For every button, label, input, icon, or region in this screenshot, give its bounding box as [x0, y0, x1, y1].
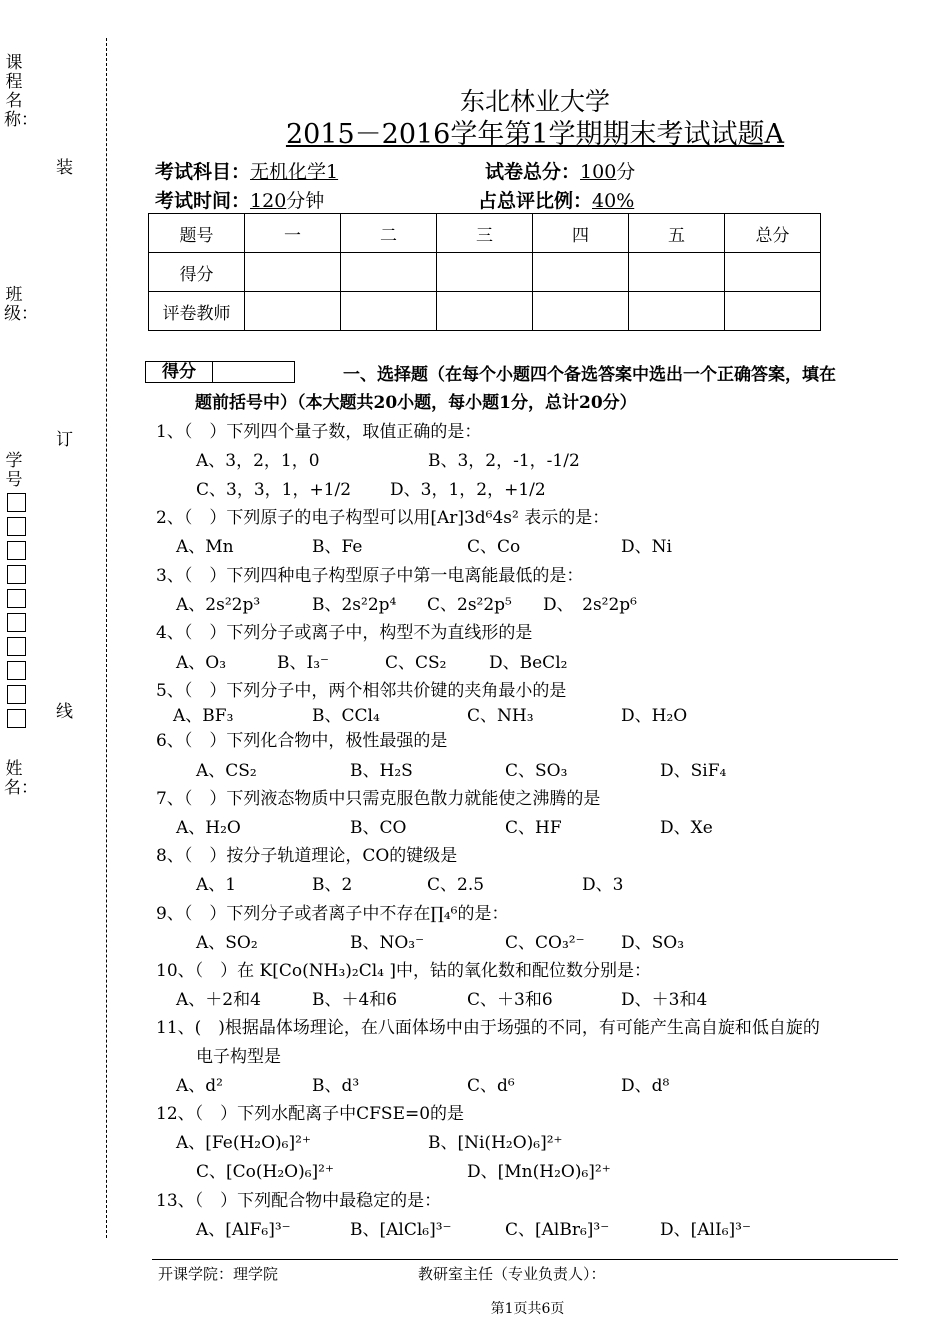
header-cell: 四	[533, 214, 629, 253]
option: A、Mn	[176, 537, 234, 557]
option: C、[Co(H₂O)₆]²⁺	[196, 1162, 334, 1182]
student-id-boxes[interactable]	[6, 488, 26, 728]
score-cell[interactable]	[533, 253, 629, 292]
option: D、[AlI₆]³⁻	[660, 1220, 751, 1240]
student-id-box[interactable]	[7, 565, 26, 584]
option: C、Co	[467, 537, 521, 557]
student-id-box[interactable]	[7, 637, 26, 656]
binding-char-ding: 订	[56, 430, 73, 450]
score-table	[148, 213, 821, 331]
option: C、2.5	[427, 875, 485, 895]
question-11-line2: 电子构型是	[196, 1047, 281, 1067]
option: B、2s²2p⁴	[312, 595, 397, 615]
option: D、 2s²2p⁶	[543, 595, 637, 615]
option: D、SiF₄	[660, 761, 727, 781]
option: D、d⁸	[621, 1076, 670, 1096]
score-cell[interactable]	[245, 253, 341, 292]
option: A、SO₂	[196, 933, 258, 953]
footer-rule	[152, 1259, 898, 1260]
question-9: 9、（ ）下列分子或者离子中不存在∏₄⁶的是：	[156, 904, 509, 924]
grader-cell[interactable]	[341, 292, 437, 331]
option: A、H₂O	[176, 818, 241, 838]
course-name-label: 课程名称：	[4, 53, 38, 130]
option: A、d²	[176, 1076, 223, 1096]
option: A、＋2和4	[176, 990, 261, 1010]
option: D、＋3和4	[621, 990, 708, 1010]
option: C、[AlBr₆]³⁻	[505, 1220, 610, 1240]
grader-cell[interactable]	[437, 292, 533, 331]
subject-value: 无机化学1	[250, 161, 339, 183]
grader-cell[interactable]	[629, 292, 725, 331]
option: B、d³	[312, 1076, 360, 1096]
footer-director: 教研室主任（专业负责人）：	[418, 1265, 606, 1283]
binding-char-zhuang: 装	[56, 158, 73, 178]
question-4: 4、（ ）下列分子或离子中，构型不为直线形的是	[156, 623, 533, 643]
option: D、Xe	[660, 818, 713, 838]
total-score-line: 试卷总分：100分	[485, 161, 636, 183]
option: A、CS₂	[196, 761, 257, 781]
header-cell: 三	[437, 214, 533, 253]
student-id-label: 学号	[5, 451, 23, 490]
grader-row	[149, 292, 821, 331]
footer-college: 开课学院：理学院	[158, 1265, 279, 1283]
student-id-box[interactable]	[7, 685, 26, 704]
exam-time-line: 考试时间：120分钟	[155, 190, 325, 212]
option: B、NO₃⁻	[350, 933, 425, 953]
score-row-label: 得分	[149, 253, 245, 292]
question-3: 3、（ ）下列四种电子构型原子中第一电离能最低的是：	[156, 566, 584, 586]
header-cell: 二	[341, 214, 437, 253]
page-number: 第1页共6页	[490, 1301, 565, 1317]
ratio-line: 占总评比例：40%	[478, 190, 635, 212]
option: A、O₃	[176, 653, 227, 673]
header-cell: 题号	[149, 214, 245, 253]
student-id-box[interactable]	[7, 661, 26, 680]
name-label: 姓名：	[4, 759, 38, 798]
option: B、I₃⁻	[277, 653, 329, 673]
grader-row-label: 评卷教师	[149, 292, 245, 331]
option: D、3	[582, 875, 624, 895]
section-score-box	[145, 361, 295, 383]
option: B、[Ni(H₂O)₆]²⁺	[428, 1133, 563, 1153]
grader-cell[interactable]	[533, 292, 629, 331]
option: D、Ni	[621, 537, 672, 557]
student-id-box[interactable]	[7, 589, 26, 608]
option: B、CO	[350, 818, 407, 838]
score-cell[interactable]	[629, 253, 725, 292]
binding-char-xian: 线	[56, 702, 73, 722]
option: D、SO₃	[621, 933, 685, 953]
class-label: 班级：	[4, 285, 38, 324]
question-13: 13、（ ）下列配合物中最稳定的是：	[156, 1191, 442, 1211]
university-name: 东北林业大学	[459, 87, 610, 116]
section1-heading-line1: 一、选择题（在每个小题四个备选答案中选出一个正确答案，填在	[343, 365, 836, 385]
student-id-box[interactable]	[7, 613, 26, 632]
option: A、2s²2p³	[176, 595, 261, 615]
option: D、H₂O	[621, 706, 688, 726]
option: C、NH₃	[467, 706, 534, 726]
header-cell: 一	[245, 214, 341, 253]
score-cell[interactable]	[725, 253, 821, 292]
score-row	[149, 253, 821, 292]
option: A、3，2，1，0	[196, 451, 320, 471]
exam-title: 2015－2016学年第1学期期末考试试题A	[285, 119, 785, 150]
question-5: 5、（ ）下列分子中，两个相邻共价键的夹角最小的是	[156, 681, 567, 701]
option: D、[Mn(H₂O)₆]²⁺	[467, 1162, 611, 1182]
section1-heading-line2: 题前括号中）（本大题共20小题，每小题1分，总计20分）	[195, 393, 637, 413]
question-6: 6、（ ）下列化合物中，极性最强的是	[156, 731, 448, 751]
option: C、CS₂	[385, 653, 447, 673]
option: C、CO₃²⁻	[505, 933, 585, 953]
question-1: 1、（ ）下列四个量子数，取值正确的是：	[156, 422, 482, 442]
student-id-box[interactable]	[7, 517, 26, 536]
option: B、H₂S	[350, 761, 413, 781]
question-12: 12、（ ）下列水配离子中CFSE=0的是	[156, 1104, 465, 1124]
option: A、[Fe(H₂O)₆]²⁺	[176, 1133, 311, 1153]
option: C、HF	[505, 818, 562, 838]
option: C、2s²2p⁵	[427, 595, 512, 615]
option: C、d⁶	[467, 1076, 515, 1096]
score-cell[interactable]	[341, 253, 437, 292]
question-7: 7、（ ）下列液态物质中只需克服色散力就能使之沸腾的是	[156, 789, 601, 809]
score-cell[interactable]	[437, 253, 533, 292]
grader-cell[interactable]	[245, 292, 341, 331]
option: C、＋3和6	[467, 990, 553, 1010]
option: B、Fe	[312, 537, 363, 557]
option: B、2	[312, 875, 353, 895]
option: B、CCl₄	[312, 706, 380, 726]
option: B、3，2，-1，-1/2	[428, 451, 580, 471]
option: A、BF₃	[173, 706, 234, 726]
option: A、[AlF₆]³⁻	[196, 1220, 291, 1240]
option: C、3，3，1，+1/2	[196, 480, 352, 500]
subject-line: 考试科目：无机化学1	[155, 161, 339, 183]
question-8: 8、（ ）按分子轨道理论，CO的键级是	[156, 846, 458, 866]
option: B、＋4和6	[312, 990, 398, 1010]
question-10: 10、（ ）在 K[Co(NH₃)₂Cl₄ ]中，钴的氧化数和配位数分别是：	[156, 961, 651, 981]
student-id-box[interactable]	[7, 493, 26, 512]
student-id-box[interactable]	[7, 541, 26, 560]
question-11-line1: 11、( )根据晶体场理论，在八面体场中由于场强的不同，有可能产生高自旋和低自旋的	[156, 1018, 820, 1038]
option: C、SO₃	[505, 761, 568, 781]
option: D、BeCl₂	[489, 653, 568, 673]
student-id-box[interactable]	[7, 709, 26, 728]
header-cell: 五	[629, 214, 725, 253]
header-cell: 总分	[725, 214, 821, 253]
binding-dashed-line	[106, 38, 107, 1238]
option: B、[AlCl₆]³⁻	[350, 1220, 452, 1240]
question-2: 2、（ ）下列原子的电子构型可以用[Ar]3d⁶4s² 表示的是：	[156, 508, 610, 528]
option: A、1	[196, 875, 237, 895]
section-score-label: 得分	[146, 362, 213, 382]
grader-cell[interactable]	[725, 292, 821, 331]
option: D、3，1，2，+1/2	[390, 480, 546, 500]
score-table-header-row	[149, 214, 821, 253]
